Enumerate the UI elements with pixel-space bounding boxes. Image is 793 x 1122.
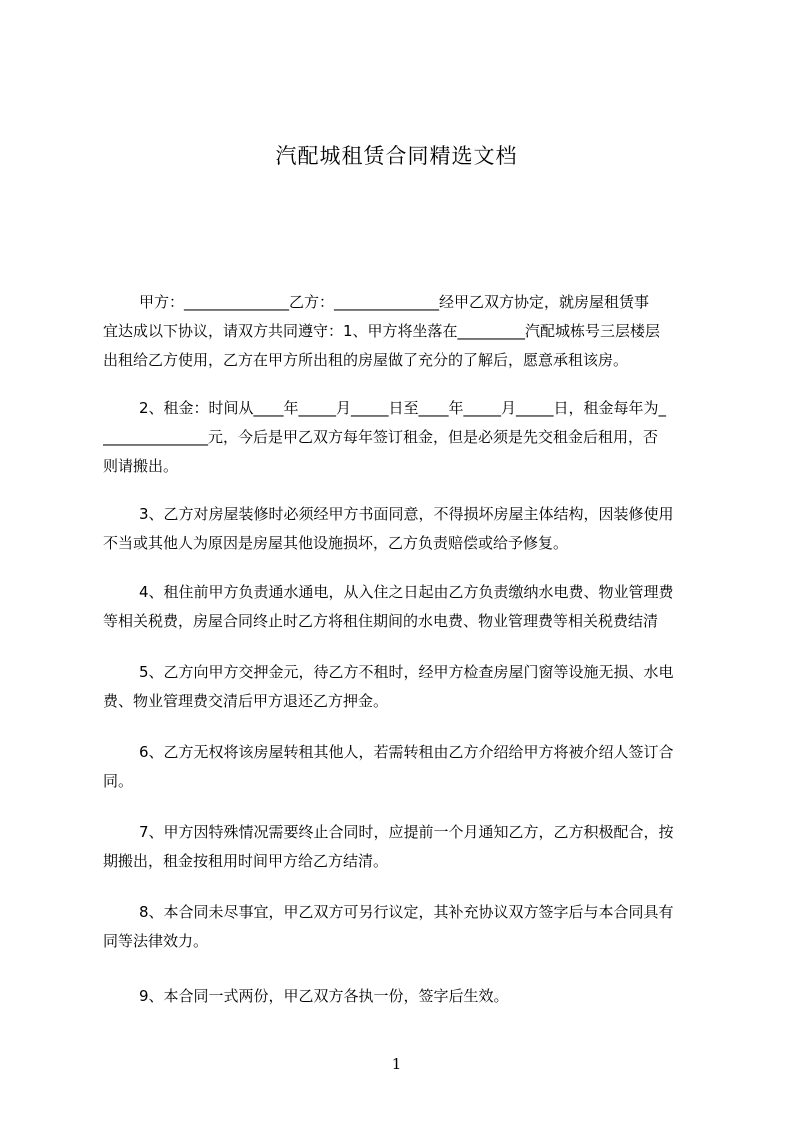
paragraph-copies: [103, 982, 713, 1011]
paragraph-line: 3、乙方对房屋装修时必须经甲方书面同意，不得损坏房屋主体结构，因装修使用: [139, 505, 674, 523]
page-number: 1: [391, 1055, 402, 1073]
paragraph-line: 同。: [103, 772, 134, 790]
paragraph-line: 7、甲方因特殊情况需要终止合同时，应提前一个月通知乙方，乙方积极配合，按: [139, 823, 674, 841]
paragraph-line: 宜达成以下协议，请双方共同遵守：1、甲方将坐落在_________汽配城栋号三层楼层: [103, 322, 661, 340]
paragraph-line: 5、乙方向甲方交押金元，待乙方不租时，经甲方检查房屋门窗等设施无损、水电: [139, 663, 674, 681]
document-title: 汽配城租赁合同精选文档: [275, 144, 518, 168]
paragraph-utilities: [103, 578, 713, 636]
paragraph-line: 2、租金：时间从____年_____月_____日至____年_____月_____日，租金每年为_: [139, 399, 667, 417]
paragraph-supplement: [103, 898, 713, 956]
paragraph-decoration: [103, 500, 713, 558]
paragraph-sublease: [103, 738, 713, 796]
paragraph-line: 则请搬出。: [103, 457, 179, 475]
paragraph-line: 甲方：______________乙方：______________经甲乙双方协定，就房屋租赁事: [139, 293, 650, 311]
paragraph-line: ______________元，今后是甲乙双方每年签订租金，但是必须是先交租金后租用，否: [103, 428, 659, 446]
paragraph-line: 出租给乙方使用，乙方在甲方所出租的房屋做了充分的了解后，愿意承租该房。: [103, 351, 629, 369]
paragraph-line: 费、物业管理费交清后甲方退还乙方押金。: [103, 692, 389, 710]
paragraph-line: 6、乙方无权将该房屋转租其他人，若需转租由乙方介绍给甲方将被介绍人签订合: [139, 743, 674, 761]
paragraph-line: 9、本合同一式两份，甲乙双方各执一份，签字后生效。: [139, 987, 509, 1005]
paragraph-line: 等相关税费，房屋合同终止时乙方将租住期间的水电费、物业管理费等相关税费结清: [103, 612, 659, 630]
paragraph-line: 同等法律效力。: [103, 932, 209, 950]
paragraph-line: 期搬出，租金按租用时间甲方给乙方结清。: [103, 852, 389, 870]
paragraph-parties: [103, 288, 713, 375]
paragraph-line: 4、租住前甲方负责通水通电，从入住之日起由乙方负责缴纳水电费、物业管理费: [139, 583, 674, 601]
paragraph-rent: [103, 394, 713, 481]
paragraph-deposit: [103, 658, 713, 716]
paragraph-line: 不当或其他人为原因是房屋其他设施损坏，乙方负责赔偿或给予修复。: [103, 534, 569, 552]
paragraph-termination: [103, 818, 713, 876]
paragraph-line: 8、本合同未尽事宜，甲乙双方可另行议定，其补充协议双方签字后与本合同具有: [139, 903, 674, 921]
